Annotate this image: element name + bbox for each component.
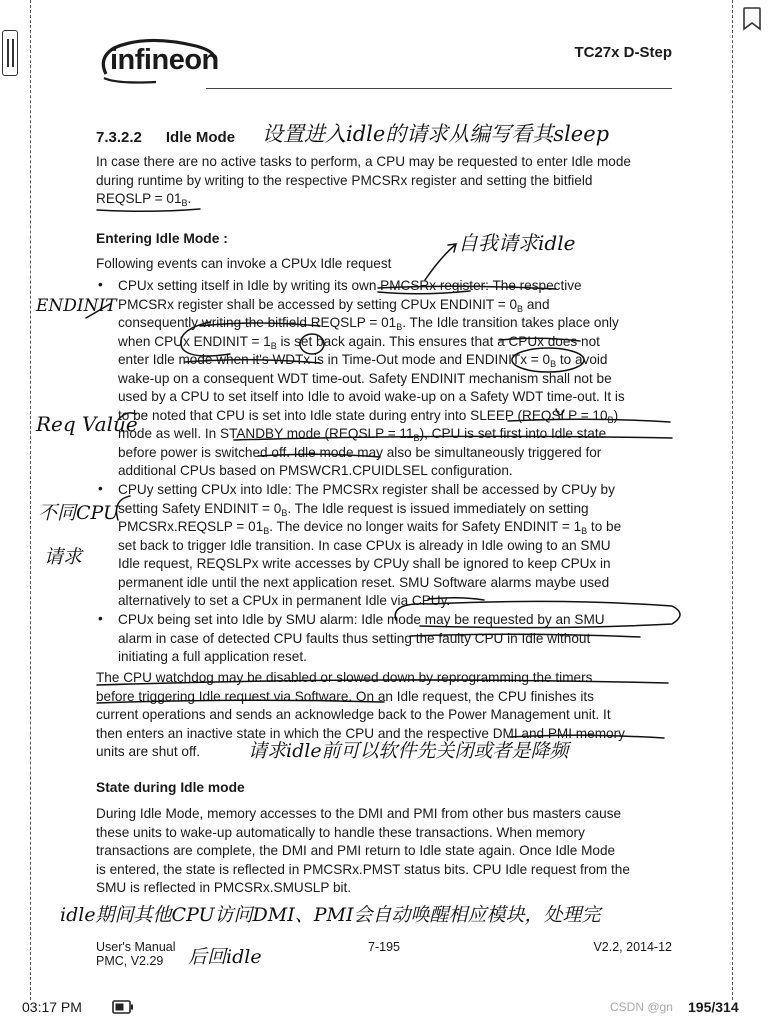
text-line: during runtime by writing to the respective PMCSRx register and setting the bitfield [96,172,593,188]
margin-guide-right [732,0,733,1000]
page-counter[interactable]: 195/314 [688,999,739,1015]
handwritten-note: idle期间其他CPU访问DMI、PMI会自动唤醒相应模块，处理完 [60,904,601,926]
text-line: REQSLP = $01_B$. [96,191,192,208]
state-heading: State during Idle mode [96,780,245,795]
csdn-watermark: CSDN @gn [610,1000,673,1014]
handwritten-note: 请求idle前可以软件先关闭或者是降频 [248,740,569,762]
intro-paragraph [96,153,672,209]
battery-icon [112,1000,134,1014]
logo-text: infineon [110,44,219,76]
handwritten-note: Req Value [36,412,138,436]
bullet-cpuy-idle: CPUy setting CPUx into Idle: The PMCSRx register shall be accessed by CPUy by setting Safety ENDINIT = $0_B$. The Idle request is issued immediately on setting PMCSRx.REQSLP = $01_B$. The device no longer waits for Safety ENDINIT = $1_B$ to be set back to trigger Idle transition. In case CPUx is already in Idle owing to an SMU Idle request, REQSLPx write accesses by CPUy shall be ignored to keep CPUx in permanent idle until the next application reset. SMU Software alarms maybe used alternatively to set a CPUx in permanent Idle via CPUy. [118,482,622,608]
sidebar-bar-icon [7,39,9,67]
bullet-smu-idle: CPUx being set into Idle by SMU alarm: Idle mode may be requested by an SMU alarm in case of detected CPU faults thus setting the faulty CPU in Idle without initiating a full application reset. [118,612,605,664]
text-line: In case there are no active tasks to perform, a CPU may be requested to enter Idle mode [96,154,631,169]
status-time: 03:17 PM [22,999,82,1015]
section-number: 7.3.2.2 [96,129,142,146]
entering-heading: Entering Idle Mode : [96,231,228,246]
footer-version: V2.2, 2014-12 [593,940,672,954]
sidebar-bar-icon [12,39,14,67]
section-name: Idle Mode [165,129,236,146]
handwritten-note: 后回idle [188,946,262,968]
handwritten-note: 不同CPU [38,502,120,524]
handwritten-note: 请求 [44,546,83,568]
footer-manual: User's Manual PMC, V2.29 [96,940,176,968]
handwritten-note: 设置进入idle的请求从编写看其sleep [262,122,610,146]
handwritten-note: 自我请求idle [458,231,576,255]
sidebar-toggle-button[interactable] [2,30,18,76]
entering-lead: Following events can invoke a CPUx Idle request [96,256,392,271]
bullet-marker: • [98,611,103,626]
margin-guide-left [30,0,31,1000]
bullet-self-idle: CPUx setting itself in Idle by writing its own PMCSRx register: The respective PMCSRx register shall be accessed by setting CPUx ENDINIT = $0_B$ and consequently writing the bitfield REQSLP = $01_B$. The Idle transition takes place only when CPUx ENDINIT = $1_B$ is set back again. This ensures that a CPUx does not enter Idle mode when it's WDTx is in Time-Out mode and ENDINITx = $0_B$ to avoid wake-up on a consequent WDT time-out. Safety ENDINIT mechanism shall not be used by a CPU to set itself into Idle to avoid wake-up on a Safety WDT time-out. It is to be noted that CPU is set into Idle state during entry into SLEEP (REQSLP = $10_B$) mode as well. In STANDBY mode (REQSLP = $11_B$), CPU is set first into Idle state before power is switched off. Idle mode may also be simultaneously triggered for additional CPUs based on PMSWCR1.CPUIDLSEL configuration. [118,278,625,478]
footer-page-number: 7-195 [368,940,400,954]
bullet-marker: • [98,277,103,292]
section-title [96,129,235,146]
bullet-marker: • [98,481,103,496]
handwritten-note: ENDINIT [36,296,117,316]
header-rule [206,88,672,89]
document-title: TC27x D-Step [574,44,672,61]
watchdog-paragraph: The CPU watchdog may be disabled or slowed down by reprogramming the timers before triggering Idle request via Software. On an Idle request, the CPU finishes its current operations and sends an acknowledge back to the Power Management unit. It then enters an inactive state in which the CPU and the respective DMI and PMI memory units are shut off. [96,670,625,759]
bookmark-icon[interactable] [742,6,762,32]
state-paragraph: During Idle Mode, memory accesses to the DMI and PMI from other bus masters cause these units to wake-up automatically to handle these transactions. When memory transactions are complete, the DMI and PMI return to Idle state again. Once Idle Mode is entered, the state is reflected in PMCSRx.PMST status bits. CPU Idle request from the SMU is reflected in PMCSRx.SMUSLP bit. [96,806,630,895]
